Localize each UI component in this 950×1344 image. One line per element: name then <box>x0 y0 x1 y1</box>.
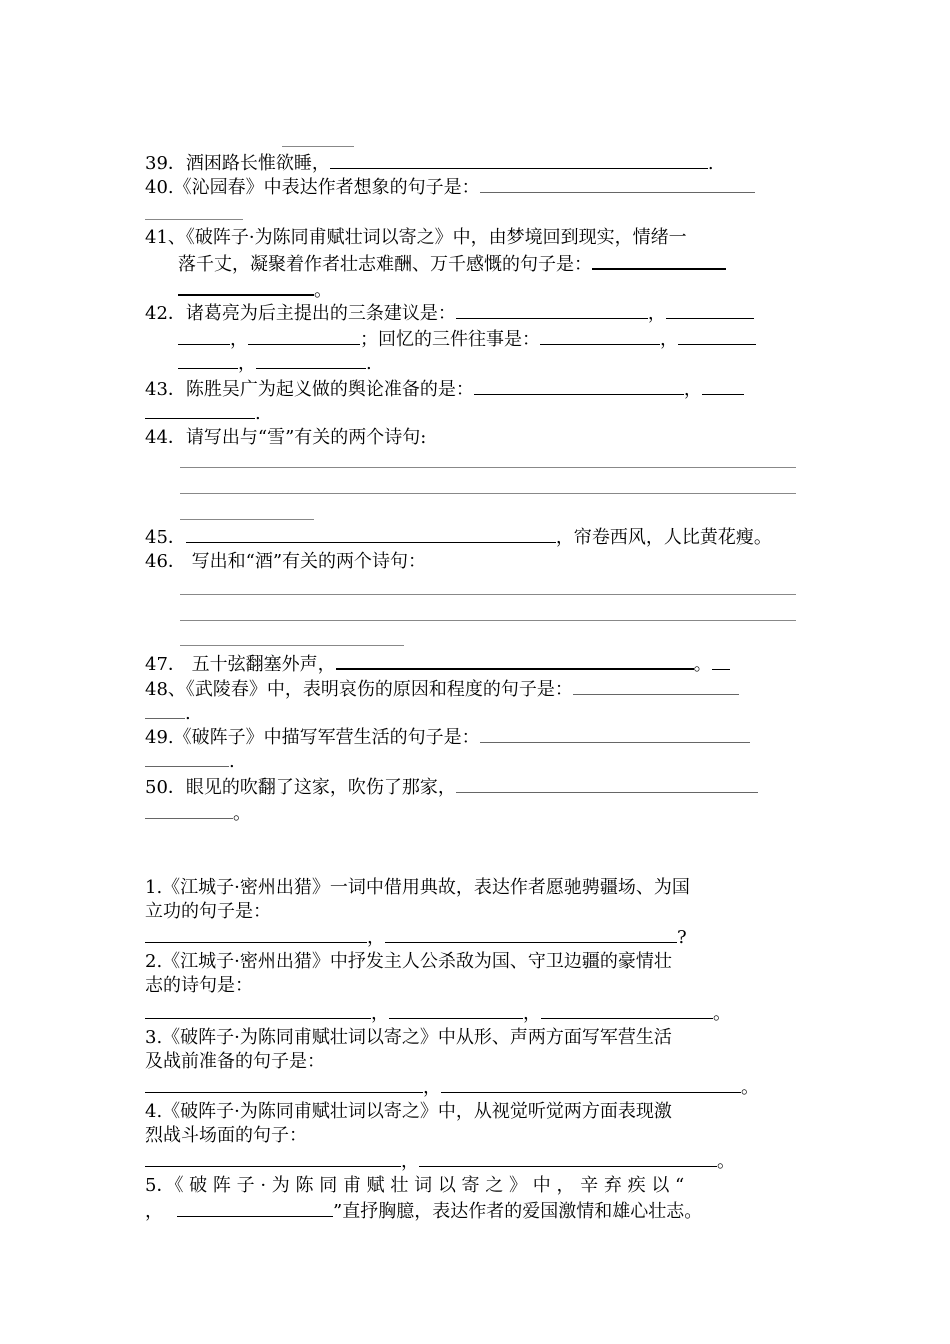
question-text: 3.《破阵子·为陈同甫赋壮词以寄之》中从形、声两方面写军营生活 <box>145 1027 672 1048</box>
item-3 <box>145 1026 672 1050</box>
question-text: 志的诗句是： <box>145 975 253 996</box>
answer-blank[interactable] <box>330 150 708 169</box>
answer-line[interactable] <box>180 467 796 468</box>
item-4-blanks <box>145 1148 735 1172</box>
question-41-cont <box>178 250 726 274</box>
item-2-blanks <box>145 1000 731 1024</box>
answer-blank[interactable] <box>480 724 750 743</box>
answer-line[interactable] <box>180 594 796 595</box>
question-text: ? <box>677 927 687 948</box>
answer-line[interactable] <box>180 493 796 494</box>
question-48 <box>145 676 739 700</box>
question-48-end <box>145 700 191 724</box>
item-3-blanks <box>145 1074 759 1098</box>
question-text: . <box>229 751 235 772</box>
answer-line[interactable] <box>180 645 404 646</box>
question-text: . <box>366 353 372 374</box>
question-text: ， <box>401 1151 419 1172</box>
question-text: ， <box>423 1077 441 1098</box>
answer-blank[interactable] <box>145 1148 401 1167</box>
answer-blank[interactable] <box>702 376 744 395</box>
answer-blank[interactable] <box>145 1074 423 1093</box>
question-45 <box>145 524 772 548</box>
item-3-cont <box>145 1050 325 1074</box>
question-text: ， <box>683 379 702 400</box>
question-42-end <box>178 350 372 374</box>
question-text: 4.《破阵子·为陈同甫赋壮词以寄之》中，从视觉听觉两方面表现激 <box>145 1101 672 1122</box>
answer-blank[interactable] <box>474 376 684 395</box>
question-text: 48、《武陵春》中，表明哀伤的原因和程度的句子是： <box>145 679 573 700</box>
question-text: 。 <box>717 1151 735 1172</box>
blank-line <box>282 146 354 147</box>
question-text: 44．请写出与“雪”有关的两个诗句: <box>145 427 427 448</box>
answer-blank[interactable] <box>541 1000 713 1019</box>
question-49 <box>145 724 750 748</box>
question-text: 5．《 破 阵 子 · 为 陈 同 甫 赋 壮 词 以 寄 之 》 中 ， 辛 弃 疾 以 “ <box>145 1175 685 1196</box>
answer-blank[interactable] <box>540 326 660 345</box>
answer-blank[interactable] <box>480 174 755 193</box>
question-text: 。 <box>693 654 712 675</box>
answer-line[interactable] <box>180 519 314 520</box>
question-text: ， <box>230 329 248 350</box>
question-text: 50．眼见的吹翻了这家，吹伤了那家， <box>145 777 456 798</box>
question-text: . <box>255 403 261 424</box>
item-5-cont <box>145 1198 702 1222</box>
answer-line[interactable] <box>180 620 796 621</box>
question-44 <box>145 426 426 450</box>
question-text: . <box>707 153 714 174</box>
item-2 <box>145 950 672 974</box>
question-text: ， <box>367 927 385 948</box>
question-46 <box>145 550 426 574</box>
item-5 <box>145 1174 684 1198</box>
answer-blank[interactable] <box>419 1148 717 1167</box>
answer-blank-tail <box>712 651 730 670</box>
answer-blank[interactable] <box>456 774 758 793</box>
answer-blank[interactable] <box>186 524 556 543</box>
question-text: 。 <box>741 1077 759 1098</box>
question-41-end <box>178 276 332 300</box>
answer-blank[interactable] <box>678 326 756 345</box>
question-text: ；回忆的三件往事是： <box>360 329 540 350</box>
question-text: 41、《破阵子·为陈同甫赋壮词以寄之》中，由梦境回到现实，情绪一 <box>145 227 687 248</box>
question-text: 1.《江城子·密州出猎》一词中借用典故，表达作者愿驰骋疆场、为国 <box>145 877 690 898</box>
answer-blank[interactable] <box>145 800 233 819</box>
answer-blank[interactable] <box>145 1000 371 1019</box>
item-1-blanks <box>145 924 687 948</box>
item-4 <box>145 1100 672 1124</box>
answer-blank[interactable] <box>145 219 243 220</box>
question-text: 。 <box>314 280 332 301</box>
question-text: 2.《江城子·密州出猎》中抒发主人公杀敌为国、守卫边疆的豪情壮 <box>145 951 672 972</box>
question-text: ， <box>371 1003 389 1024</box>
answer-blank[interactable] <box>456 300 648 319</box>
answer-blank[interactable] <box>441 1074 741 1093</box>
question-40 <box>145 174 755 198</box>
question-text: ， <box>523 1003 541 1024</box>
question-text: 39．酒困路长惟欲睡， <box>145 153 330 174</box>
question-text: 。 <box>233 803 251 824</box>
question-50-end <box>145 800 251 824</box>
answer-blank[interactable] <box>177 1198 333 1217</box>
answer-blank[interactable] <box>385 924 677 943</box>
question-text: 45． <box>145 527 186 548</box>
question-text: 43．陈胜吴广为起义做的舆论准备的是： <box>145 379 474 400</box>
answer-blank[interactable] <box>178 326 230 345</box>
question-47 <box>145 650 730 674</box>
answer-blank[interactable] <box>178 350 238 369</box>
answer-blank[interactable] <box>573 676 739 695</box>
question-text: 落千丈，凝聚着作者壮志难酬、万千感慨的句子是： <box>178 254 592 275</box>
question-text: 及战前准备的句子是： <box>145 1051 325 1072</box>
question-text: ， <box>647 303 666 324</box>
question-39 <box>145 150 714 174</box>
answer-blank[interactable] <box>592 250 726 270</box>
question-43 <box>145 376 744 400</box>
item-2-cont <box>145 974 253 998</box>
answer-blank[interactable] <box>256 350 366 369</box>
question-text: 47． 五十弦翻塞外声， <box>145 654 336 675</box>
question-text: 49.《破阵子》中描写军营生活的句子是： <box>145 727 480 748</box>
question-text: ， <box>145 1201 163 1222</box>
question-43-end <box>145 400 261 424</box>
question-41 <box>145 226 687 250</box>
question-42 <box>145 300 754 324</box>
question-text: ”直抒胸臆，表达作者的爱国激情和雄心壮志。 <box>333 1201 703 1222</box>
answer-blank[interactable] <box>248 326 360 345</box>
answer-blank[interactable] <box>145 748 229 767</box>
question-text: 烈战斗场面的句子： <box>145 1125 307 1146</box>
answer-blank[interactable] <box>145 400 255 419</box>
question-text: ， <box>238 353 256 374</box>
question-text: ，帘卷西风，人比黄花瘦。 <box>555 527 772 548</box>
question-42-cont <box>178 326 756 350</box>
question-text: 立功的句子是： <box>145 901 271 922</box>
item-1-cont <box>145 900 271 924</box>
question-text: . <box>185 703 191 724</box>
question-text: 40.《沁园春》中表达作者想象的句子是： <box>145 177 480 198</box>
question-text: 。 <box>713 1003 731 1024</box>
question-50 <box>145 774 758 798</box>
answer-blank[interactable] <box>145 924 367 943</box>
question-text: 46． 写出和“酒”有关的两个诗句： <box>145 551 427 572</box>
answer-blank[interactable] <box>178 276 314 296</box>
question-text: 42．诸葛亮为后主提出的三条建议是： <box>145 303 456 324</box>
answer-blank[interactable] <box>145 700 185 719</box>
question-49-end <box>145 748 235 772</box>
item-4-cont <box>145 1124 307 1148</box>
item-1 <box>145 876 690 900</box>
answer-blank[interactable] <box>336 650 694 670</box>
answer-blank[interactable] <box>666 300 754 319</box>
question-text: ， <box>660 329 678 350</box>
answer-blank[interactable] <box>389 1000 523 1019</box>
